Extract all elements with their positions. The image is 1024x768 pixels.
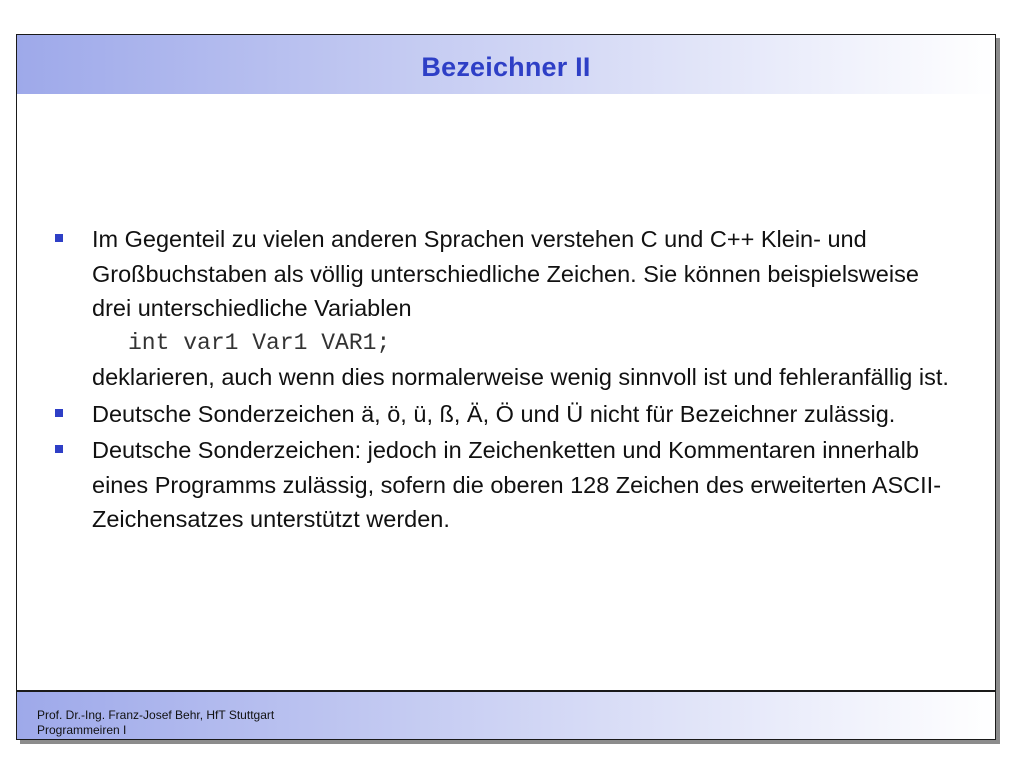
bullet-item-umlauts-strings: [55, 433, 955, 537]
footer-author: Prof. Dr.-Ing. Franz-Josef Behr, HfT Stuttgart: [37, 708, 275, 722]
footer-band: [17, 692, 995, 739]
bullet-item-case-sensitivity: [55, 222, 955, 395]
code-example: int var1 Var1 VAR1;: [128, 329, 391, 356]
square-bullet-icon: [55, 445, 63, 453]
bullet-text-continued: deklarieren, auch wenn dies normalerweise wenig sinnvoll ist und fehleranfällig ist.: [92, 364, 949, 390]
header-band: [17, 35, 995, 94]
square-bullet-icon: [55, 409, 63, 417]
square-bullet-icon: [55, 234, 63, 242]
slide-content: [55, 222, 955, 539]
bullet-text: Im Gegenteil zu vielen anderen Sprachen verstehen C und C++ Klein- und Großbuchstaben als völlig unterschiedliche Zeichen. Sie können beispielsweise drei unterschiedliche Variablen: [92, 226, 919, 321]
bullet-text: Deutsche Sonderzeichen: jedoch in Zeichenketten und Kommentaren innerhalb eines Programms zulässig, sofern die oberen 128 Zeichen des erweiterten ASCII-Zeichensatzes unterstützt werden.: [92, 437, 942, 532]
bullet-item-umlauts-identifiers: [55, 397, 955, 432]
slide-title: Bezeichner II: [421, 52, 591, 82]
bullet-text: Deutsche Sonderzeichen ä, ö, ü, ß, Ä, Ö und Ü nicht für Bezeichner zulässig.: [92, 400, 896, 427]
footer-course: Programmeiren I: [37, 723, 127, 737]
slide-frame: [16, 34, 996, 740]
footer-text: [37, 708, 274, 738]
bullet-list: [55, 222, 955, 537]
